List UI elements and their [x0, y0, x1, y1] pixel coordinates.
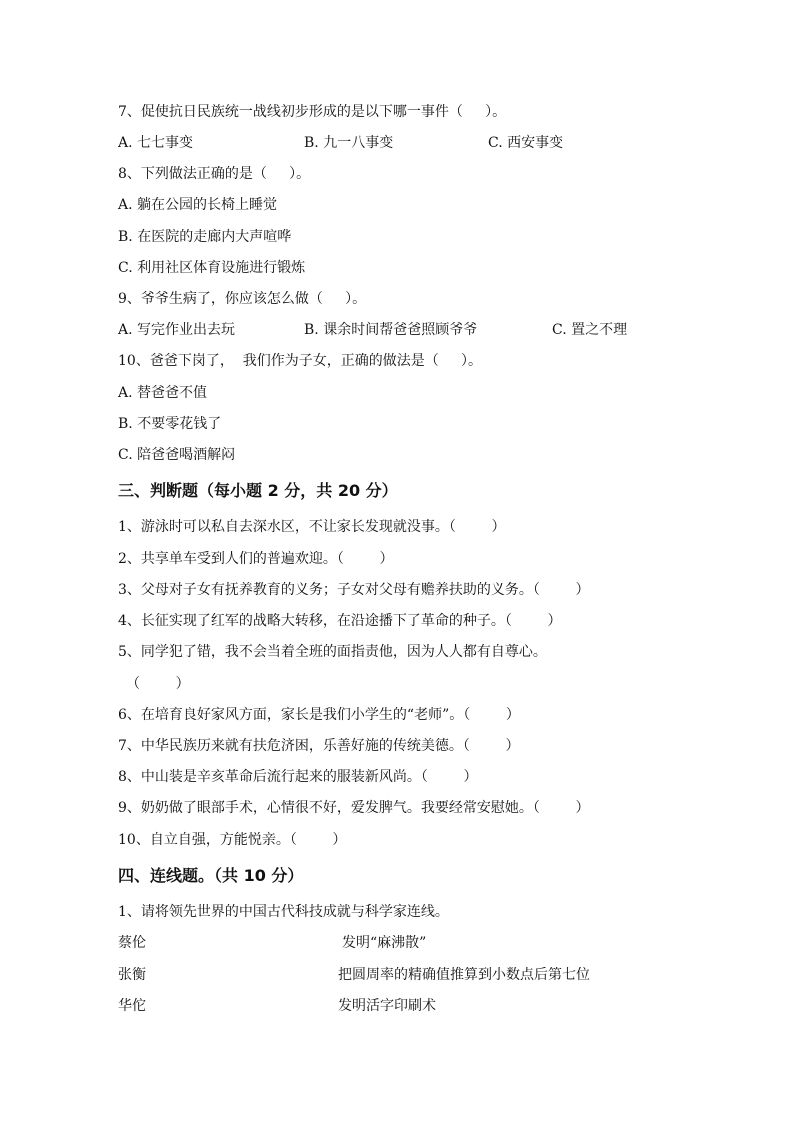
- judge-item-10: 10、自立自强，方能悦亲。（ ）: [118, 832, 347, 848]
- question-10-stem: 10、爸爸下岗了， 我们作为子女，正确的做法是（ ）。: [118, 353, 482, 369]
- judge-item-7: 7、中华民族历来就有扶危济困，乐善好施的传统美德。（ ）: [118, 738, 520, 754]
- scientist-zhangheng: 张衡: [118, 967, 146, 983]
- judge-item-5-blank: （ ）: [126, 676, 190, 692]
- question-9-option-b: B. 课余时间帮爸爸照顾爷爷: [304, 322, 478, 338]
- question-10-option-a: A. 替爸爸不值: [118, 385, 208, 401]
- question-7-option-a: A. 七七事变: [118, 135, 194, 151]
- question-7-option-c: C. 西安事变: [488, 135, 564, 151]
- question-7-stem: 7、促使抗日民族统一战线初步形成的是以下哪一事件（ ）。: [118, 104, 507, 120]
- question-8-option-c: C. 利用社区体育设施进行锻炼: [118, 260, 306, 276]
- judge-item-9: 9、奶奶做了眼部手术，心情很不好，爱发脾气。我要经常安慰她。（ ）: [118, 800, 590, 816]
- question-8-option-b: B. 在医院的走廊内大声喧哗: [118, 229, 292, 245]
- achievement-printing: 发明活字印刷术: [338, 998, 436, 1014]
- judge-item-6: 6、在培育良好家风方面，家长是我们小学生的“老师”。（ ）: [118, 707, 520, 723]
- section-4-title: 四、连线题。（共 10 分）: [118, 866, 304, 885]
- scientist-cailun: 蔡伦: [118, 935, 146, 951]
- judge-item-3: 3、父母对子女有抚养教育的义务；子女对父母有赡养扶助的义务。（ ）: [118, 582, 590, 598]
- judge-item-5: 5、同学犯了错，我不会当着全班的面指责他，因为人人都有自尊心。: [118, 644, 547, 660]
- question-9-stem: 9、爷爷生病了，你应该怎么做（ ）。: [118, 291, 367, 307]
- achievement-mafeisan: 发明“麻沸散”: [342, 935, 427, 951]
- judge-item-1: 1、游泳时可以私自去深水区，不让家长发现就没事。（ ）: [118, 519, 506, 535]
- judge-item-2: 2、共享单车受到人们的普遍欢迎。（ ）: [118, 551, 394, 567]
- achievement-pi: 把圆周率的精确值推算到小数点后第七位: [338, 967, 590, 983]
- question-10-option-c: C. 陪爸爸喝酒解闷: [118, 447, 236, 463]
- question-9-option-a: A. 写完作业出去玩: [118, 322, 236, 338]
- question-8-stem: 8、下列做法正确的是（ ）。: [118, 166, 311, 182]
- judge-item-4: 4、长征实现了红军的战略大转移，在沿途播下了革命的种子。（ ）: [118, 613, 562, 629]
- question-7-option-b: B. 九一八事变: [304, 135, 394, 151]
- question-8-option-a: A. 躺在公园的长椅上睡觉: [118, 197, 278, 213]
- judge-item-8: 8、中山装是辛亥革命后流行起来的服装新风尚。（ ）: [118, 769, 478, 785]
- match-question-1: 1、请将领先世界的中国古代科技成就与科学家连线。: [118, 904, 449, 920]
- scientist-huatuo: 华佗: [118, 998, 146, 1014]
- section-3-title: 三、判断题（每小题 2 分，共 20 分）: [118, 481, 398, 500]
- question-10-option-b: B. 不要零花钱了: [118, 416, 222, 432]
- question-9-option-c: C. 置之不理: [552, 322, 628, 338]
